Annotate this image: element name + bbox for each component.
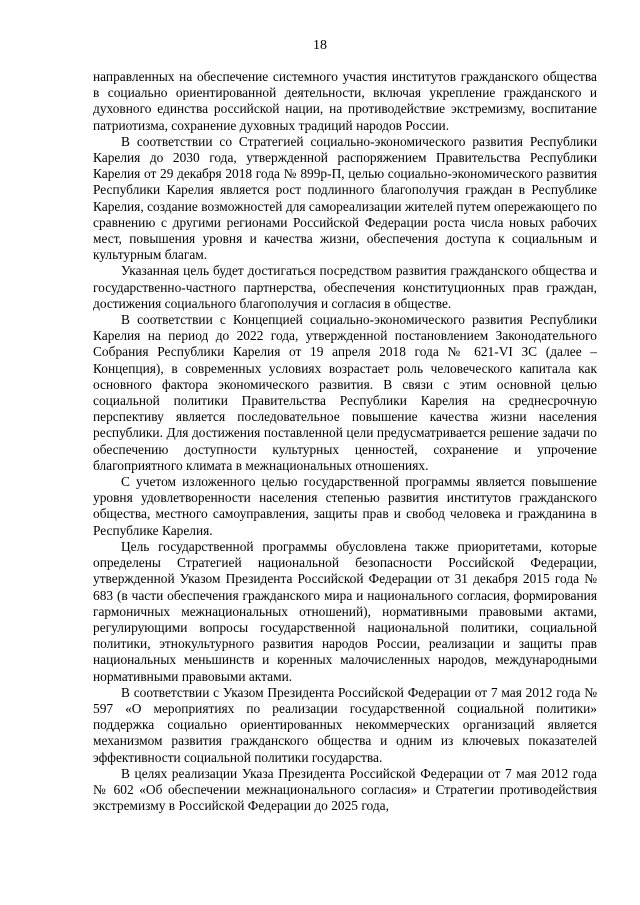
paragraph-decree-602: В целях реализации Указа Президента Российской Федерации от 7 мая 2012 года № 602 «Об обеспечении межнационального согласия» и Стратегии противодействия экстремизму в Российской Федерации до 2025 года, bbox=[93, 765, 597, 814]
paragraph-goal-achievement: Указанная цель будет достигаться посредством развития гражданского общества и государственно-частного партнерства, обеспечения конституционных прав граждан, достижения социального благополучия и согласия в обществе. bbox=[93, 263, 597, 311]
body-text bbox=[93, 69, 597, 814]
paragraph-strategy-2030: В соответствии со Стратегией социально-экономического развития Республики Карелия до 2030 года, утвержденной распоряжением Правительства Республики Карелия от 29 декабря 2018 года № 899р-П, целью социально-экономического развития Республики Карелия является рост подлинного благополучия граждан в Республике Карелия, создание возможностей для самореализации жителей путем опережающего по сравнению с другими регионами Российской Федерации роста числа новых рабочих мест, повышения уровня и качества жизни, обеспечения доступа к социальным и культурным благам. bbox=[93, 133, 597, 263]
paragraph-national-security: Цель государственной программы обусловлена также приоритетами, которые определены Стратегией национальной безопасности Российской Федерации, утвержденной Указом Президента Российской Федерации от 31 декабря 2015 года № 683 (в части обеспечения гражданского мира и национального согласия, формирования гармоничных межнациональных отношений), нормативными правовыми актами, регулирующими вопросы государственной национальной политики, социальной политики, этнокультурного развития народов России, реализации и защиты прав национальных меньшинств и коренных малочисленных народов, международными нормативными правовыми актами. bbox=[93, 538, 597, 684]
paragraph-decree-597: В соответствии с Указом Президента Российской Федерации от 7 мая 2012 года № 597 «О мероприятиях по реализации государственной социальной политики» поддержка социально ориентированных некоммерческих организаций является механизмом развития гражданского общества и одним из ключевых показателей эффективности социальной политики государства. bbox=[93, 684, 597, 765]
page-number: 18 bbox=[313, 38, 327, 53]
paragraph-program-goal: С учетом изложенного целью государственной программы является повышение уровня удовлетворенности населения степенью развития институтов гражданского общества, местного самоуправления, защиты прав и свобод человека и гражданина в Республике Карелия. bbox=[93, 474, 597, 538]
paragraph-concept-2022: В соответствии с Концепцией социально-экономического развития Республики Карелия на период до 2022 года, утвержденной постановлением Законодательного Собрания Республики Карелия от 19 апреля 2018 года № 621-VI ЗС (далее – Концепция), в современных условиях возрастает роль человеческого капитала как основного фактора экономического развития. В связи с этим основной целью социальной политики Правительства Республики Карелия на среднесрочную перспективу является последовательное повышение качества жизни населения республики. Для достижения поставленной цели предусматривается решение задачи по обеспечению доступности культурных ценностей, сохранение и упрочение благоприятного климата в межнациональных отношениях. bbox=[93, 312, 597, 473]
paragraph-continuation: направленных на обеспечение системного участия институтов гражданского общества в социально ориентированной деятельности, включая укрепление гражданского и духовного единства российской нации, на противодействие экстремизму, воспитание патриотизма, сохранение духовных традиций народов России. bbox=[93, 69, 597, 133]
